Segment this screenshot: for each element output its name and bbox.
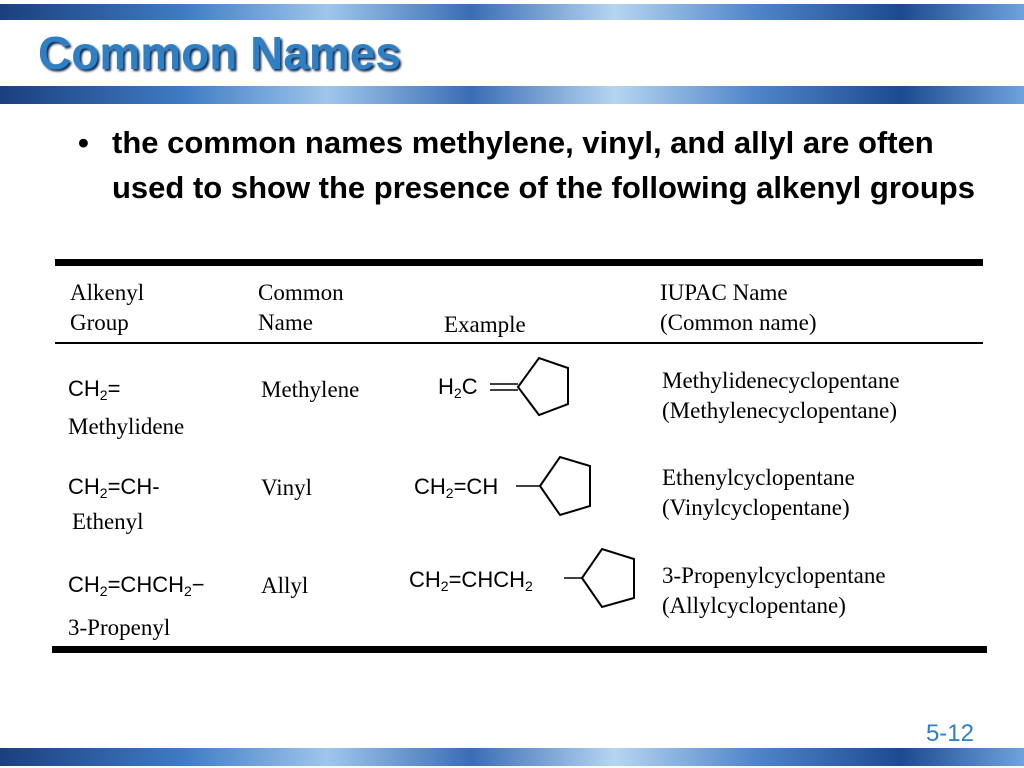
iupac-name: 3-Propenylcyclopentane: [662, 563, 886, 588]
alkenyl-group-name: 3-Propenyl: [68, 615, 171, 640]
alkenyl-formula: $CH_2=CHCH_2-$: [68, 572, 205, 599]
example-formula: $CH_2=CH$: [414, 474, 499, 501]
table-top-rule: [55, 259, 983, 266]
common-name: Allyl: [261, 573, 309, 598]
alkenyl-group-name: Methylidene: [68, 414, 185, 439]
header-group: Group: [70, 310, 129, 335]
common-name: Vinyl: [261, 475, 313, 500]
title-underline-band: [0, 86, 1024, 104]
alkenyl-formula: $CH_2=$: [68, 376, 121, 403]
common-name: Methylene: [261, 377, 360, 402]
header-common: Common: [258, 280, 344, 305]
top-decorative-band: [0, 4, 1024, 20]
header-common-name: (Common name): [660, 310, 817, 335]
header-iupac-name: IUPAC Name: [660, 280, 788, 305]
example-formula: $H_2C$: [438, 374, 478, 401]
cyclopentane-ring-icon: [488, 352, 578, 422]
cyclopentane-ring-icon: [514, 450, 604, 520]
table-bottom-rule: [52, 646, 987, 653]
common-full-name: (Allylcyclopentane): [662, 593, 846, 618]
example-formula: $CH_2=CHCH_2$: [409, 567, 533, 594]
iupac-name: Ethenylcyclopentane: [662, 465, 855, 490]
header-example: Example: [444, 312, 526, 337]
header-name: Name: [258, 310, 313, 335]
cyclopentane-ring-icon: [562, 544, 652, 614]
table-header-rule: [55, 342, 983, 344]
header-alkenyl: Alkenyl: [70, 280, 145, 305]
bullet-text: the common names methylene, vinyl, and allyl are often used to show the presence of the following alkenyl groups: [112, 125, 975, 205]
iupac-name: Methylidenecyclopentane: [662, 368, 900, 393]
common-full-name: (Vinylcyclopentane): [662, 495, 850, 520]
page-number: 5-12: [925, 720, 974, 747]
common-full-name: (Methylenecyclopentane): [662, 398, 897, 423]
bullet-marker: •: [78, 125, 89, 160]
bottom-decorative-band: [0, 748, 1024, 766]
alkenyl-group-name: Ethenyl: [72, 509, 144, 534]
alkenyl-formula: $CH_2=CH-$: [68, 474, 160, 501]
slide-title: Common Names: [38, 27, 401, 79]
